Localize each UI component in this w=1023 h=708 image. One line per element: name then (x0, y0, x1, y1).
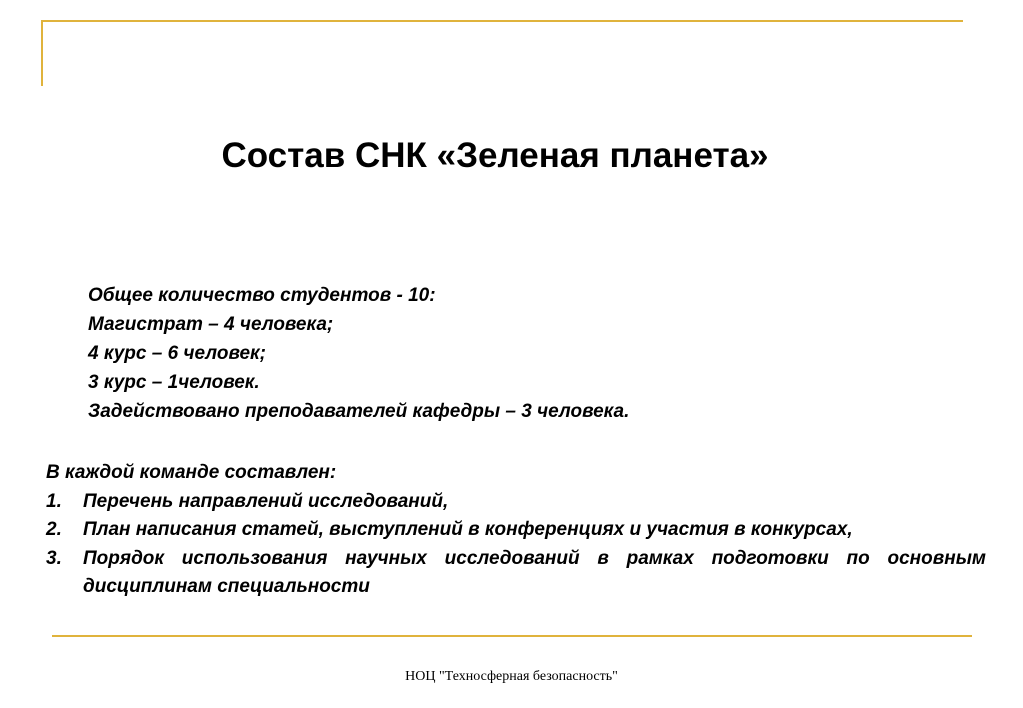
slide-title: Состав СНК «Зеленая планета» (221, 136, 769, 175)
footer-organization: НОЦ "Техносферная безопасность" (405, 669, 618, 684)
list-item (46, 516, 986, 545)
list-item-number: 3. (46, 547, 62, 569)
student-stats (88, 281, 888, 426)
team-composition (46, 459, 986, 602)
list-item-number: 2. (46, 519, 62, 540)
stats-line-total: Общее количество студентов - 10: (88, 285, 436, 306)
list-item (46, 545, 986, 602)
list-item-text: Порядок использования научных исследований в рамках подготовки по основным дисциплинам специальности (83, 547, 986, 597)
list-item-text: Перечень направлений исследований, (83, 490, 449, 512)
stats-line-3rd-year: 3 курс – 1человек. (88, 372, 260, 393)
stats-line-masters: Магистрат – 4 человека; (88, 314, 334, 335)
top-decorative-rule (41, 20, 963, 22)
team-list (46, 488, 986, 602)
list-item-number: 1. (46, 490, 62, 512)
left-decorative-rule (41, 20, 43, 86)
team-intro: В каждой команде составлен: (46, 462, 337, 483)
stats-line-4th-year: 4 курс – 6 человек; (88, 343, 266, 364)
stats-line-teachers: Задействовано преподавателей кафедры – 3 человека. (88, 401, 630, 422)
bottom-decorative-rule (52, 635, 972, 637)
list-item (46, 488, 986, 517)
list-item-text: План написания статей, выступлений в конференциях и участия в конкурсах, (83, 519, 853, 540)
